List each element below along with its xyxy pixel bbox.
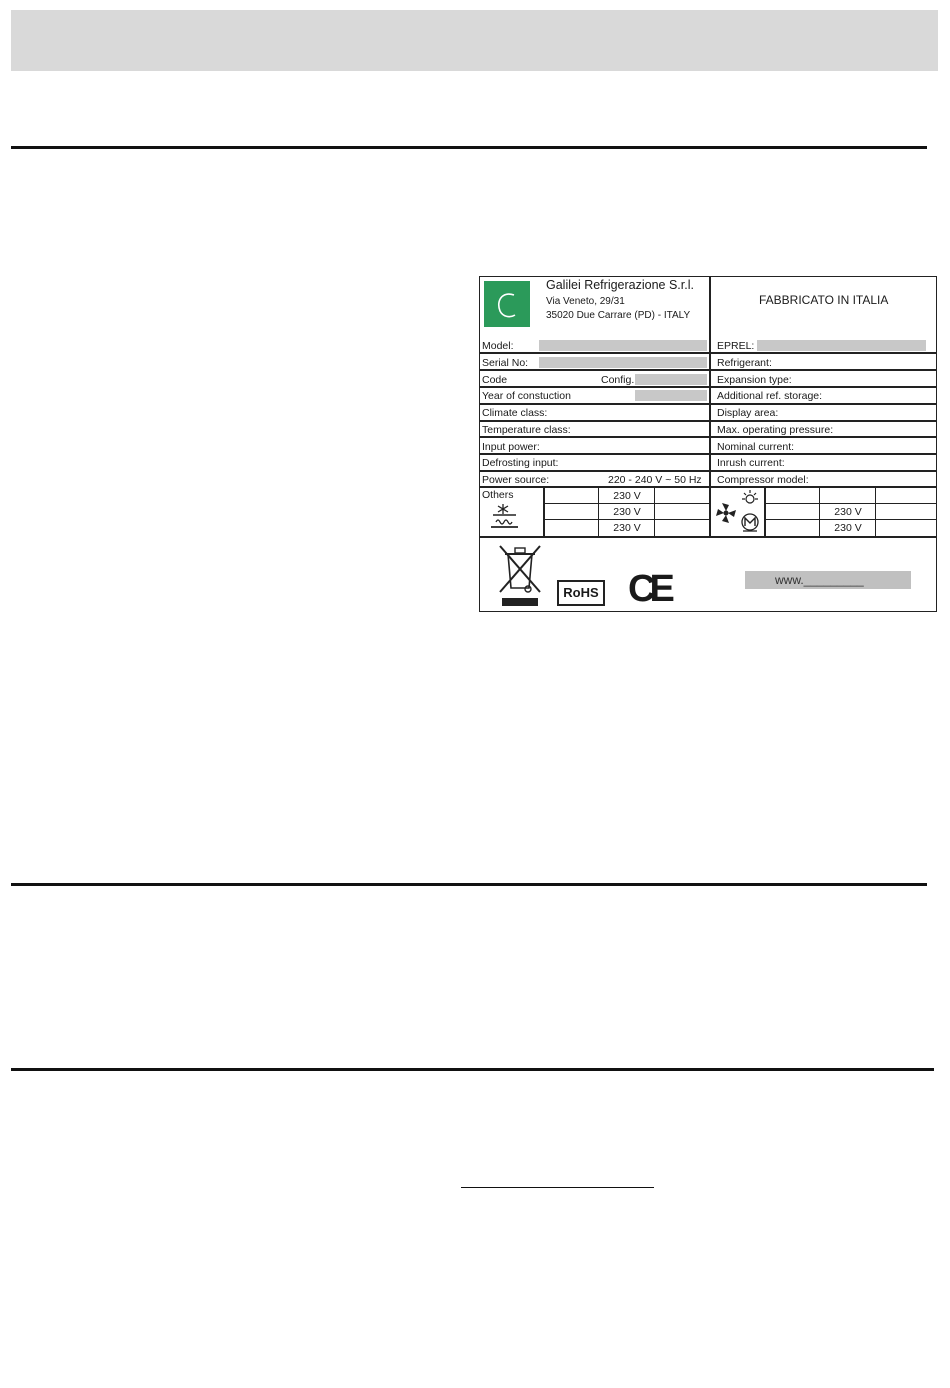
divider bbox=[543, 487, 545, 536]
climate-class-label: Climate class: bbox=[482, 407, 548, 419]
eprel-value bbox=[757, 340, 926, 351]
power-source-label: Power source: bbox=[482, 474, 550, 486]
row-line bbox=[480, 453, 936, 455]
divider bbox=[875, 487, 876, 536]
refrigerant-label: Refrigerant: bbox=[717, 357, 772, 369]
voltage-value: 230 V bbox=[834, 522, 862, 534]
row-line bbox=[480, 369, 936, 371]
inrush-current-label: Inrush current: bbox=[717, 457, 785, 469]
ce-mark: CE bbox=[628, 568, 669, 610]
year-label: Year of constuction bbox=[482, 390, 571, 402]
nominal-current-label: Nominal current: bbox=[717, 441, 795, 453]
row-line bbox=[480, 420, 936, 422]
section-divider bbox=[11, 883, 927, 886]
divider bbox=[764, 487, 766, 536]
temperature-class-label: Temperature class: bbox=[482, 424, 571, 436]
row-line bbox=[544, 503, 710, 504]
row-line bbox=[480, 536, 936, 538]
row-line bbox=[765, 519, 936, 520]
rating-plate bbox=[479, 276, 937, 612]
fan-icon bbox=[714, 501, 738, 530]
rohs-mark: RoHS bbox=[557, 580, 605, 606]
additional-storage-label: Additional ref. storage: bbox=[717, 390, 823, 402]
header-band bbox=[11, 10, 938, 71]
defrosting-label: Defrosting input: bbox=[482, 457, 559, 469]
voltage-value: 230 V bbox=[613, 522, 641, 534]
divider bbox=[598, 487, 599, 536]
max-pressure-label: Max. operating pressure: bbox=[717, 424, 834, 436]
website-field: www._________ bbox=[745, 571, 911, 589]
motor-icon bbox=[739, 511, 761, 538]
voltage-value: 230 V bbox=[834, 506, 862, 518]
display-area-label: Display area: bbox=[717, 407, 779, 419]
others-label: Others bbox=[482, 489, 514, 501]
made-in-label: FABBRICATO IN ITALIA bbox=[759, 293, 889, 307]
company-address-line2: 35020 Due Carrare (PD) - ITALY bbox=[546, 310, 691, 321]
company-address-line1: Via Veneto, 29/31 bbox=[546, 296, 625, 307]
defrost-heater-icon bbox=[488, 502, 524, 535]
row-line bbox=[480, 470, 936, 472]
divider bbox=[709, 277, 711, 536]
section-divider bbox=[11, 146, 927, 149]
model-label: Model: bbox=[482, 340, 514, 352]
divider bbox=[654, 487, 655, 536]
eprel-label: EPREL: bbox=[717, 340, 755, 352]
input-power-label: Input power: bbox=[482, 441, 540, 453]
section-divider bbox=[11, 1068, 934, 1071]
power-source-value: 220 - 240 V ~ 50 Hz bbox=[608, 474, 702, 486]
voltage-value: 230 V bbox=[613, 490, 641, 502]
model-value bbox=[539, 340, 707, 351]
underline bbox=[461, 1187, 654, 1188]
expansion-type-label: Expansion type: bbox=[717, 374, 792, 386]
row-line bbox=[765, 503, 936, 504]
row-line bbox=[480, 403, 936, 405]
row-line bbox=[480, 386, 936, 388]
row-line bbox=[480, 352, 936, 354]
config-value bbox=[635, 374, 707, 385]
code-label: Code bbox=[482, 374, 508, 386]
serial-label: Serial No: bbox=[482, 357, 529, 369]
serial-value bbox=[539, 357, 707, 368]
year-value bbox=[635, 390, 707, 401]
light-icon bbox=[739, 488, 761, 513]
voltage-value: 230 V bbox=[613, 506, 641, 518]
weee-bin-icon bbox=[498, 542, 542, 615]
row-line bbox=[544, 519, 710, 520]
config-label: Config. bbox=[601, 374, 635, 386]
divider bbox=[819, 487, 820, 536]
company-name: Galilei Refrigerazione S.r.l. bbox=[546, 278, 694, 292]
company-logo-icon bbox=[484, 281, 530, 327]
compressor-model-label: Compressor model: bbox=[717, 474, 809, 486]
